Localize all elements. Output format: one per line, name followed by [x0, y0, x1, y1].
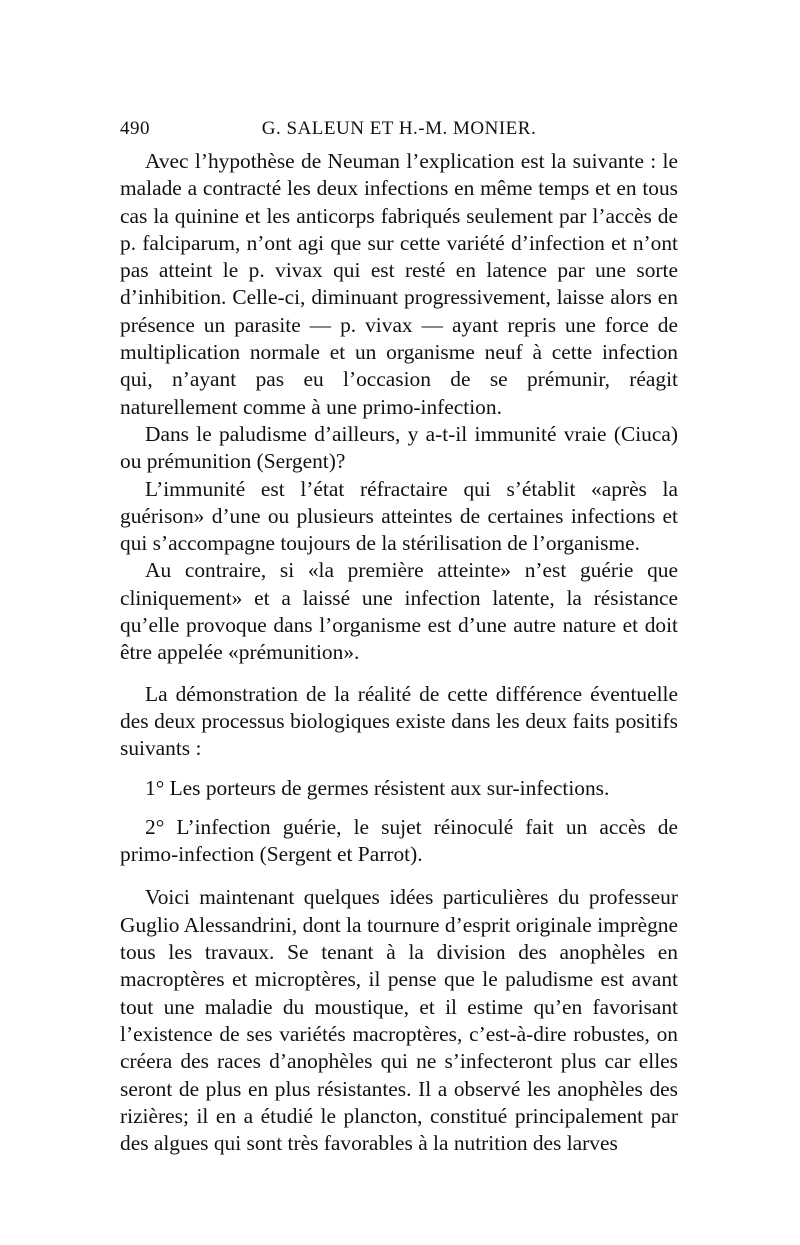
section-gap	[120, 763, 678, 775]
section-gap	[120, 802, 678, 814]
list-item-second-fact: 2° L’infection guérie, le sujet réinoculé fait un accès de primo-infection (Sergent et Parrot).	[120, 814, 678, 867]
running-head	[120, 118, 678, 148]
section-gap	[120, 868, 678, 884]
paragraph-immunity-question: Dans le paludisme d’ailleurs, y a-t-il immunité vraie (Ciuca) ou prémunition (Sergent)?	[120, 421, 678, 474]
page-number: 490	[120, 118, 150, 139]
paragraph-demonstration: La démonstration de la réalité de cette différence éventuelle des deux processus biologiques existe dans les deux faits positifs suivants :	[120, 681, 678, 761]
paragraph-neuman-hypothesis: Avec l’hypothèse de Neuman l’explication est la suivante : le malade a contracté les deux infections en même temps et en tous cas la quinine et les anticorps fabriqués seulement par l’accès de p. falciparum, n’ont agi que sur cette variété d’infection et n’ont pas atteint le p. vivax qui est resté en latence par une sorte d’inhibition. Celle-ci, diminuant progressivement, laisse alors en présence un parasite — p. vivax — ayant repris une force de multiplication normale et un organisme neuf à cette infection qui, n’ayant pas eu l’occasion de se prémunir, réagit naturellement comme à une primo-infection.	[120, 149, 678, 419]
paragraph-alessandrini-ideas: Voici maintenant quelques idées particulières du professeur Guglio Alessandrini, dont la tournure d’esprit originale imprègne tous les travaux. Se tenant à la division des anophèles en macroptères et microptères, il pense que le paludisme est avant tout une maladie du moustique, et il estime qu’en favorisant l’existence de ses variétés macroptères, c’est-à-dire robustes, on créera des races d’anophèles qui ne s’infecteront plus car elles seront de plus en plus résistantes. Il a observé les anophèles des rizières; il en a étudié le plancton, constitué principalement par des algues qui sont très favorables à la nutrition des larves	[120, 885, 678, 1156]
running-title: G. SALEUN ET H.-M. MONIER.	[261, 118, 537, 139]
paragraph-immunity-definition: L’immunité est l’état réfractaire qui s’établit «après la guérison» d’une ou plusieurs atteintes de certaines infections et qui s’accompagne toujours de la stérilisation de l’organisme.	[120, 476, 678, 556]
section-gap	[120, 667, 678, 681]
book-page	[120, 118, 678, 1157]
paragraph-premunition-definition: Au contraire, si «la première atteinte» n’est guérie que cliniquement» et a laissé une infection latente, la résistance qu’elle provoque dans l’organisme est d’une autre nature et doit être appelée «prémunition».	[120, 558, 678, 665]
list-item-first-fact: 1° Les porteurs de germes résistent aux sur-infections.	[145, 775, 610, 800]
